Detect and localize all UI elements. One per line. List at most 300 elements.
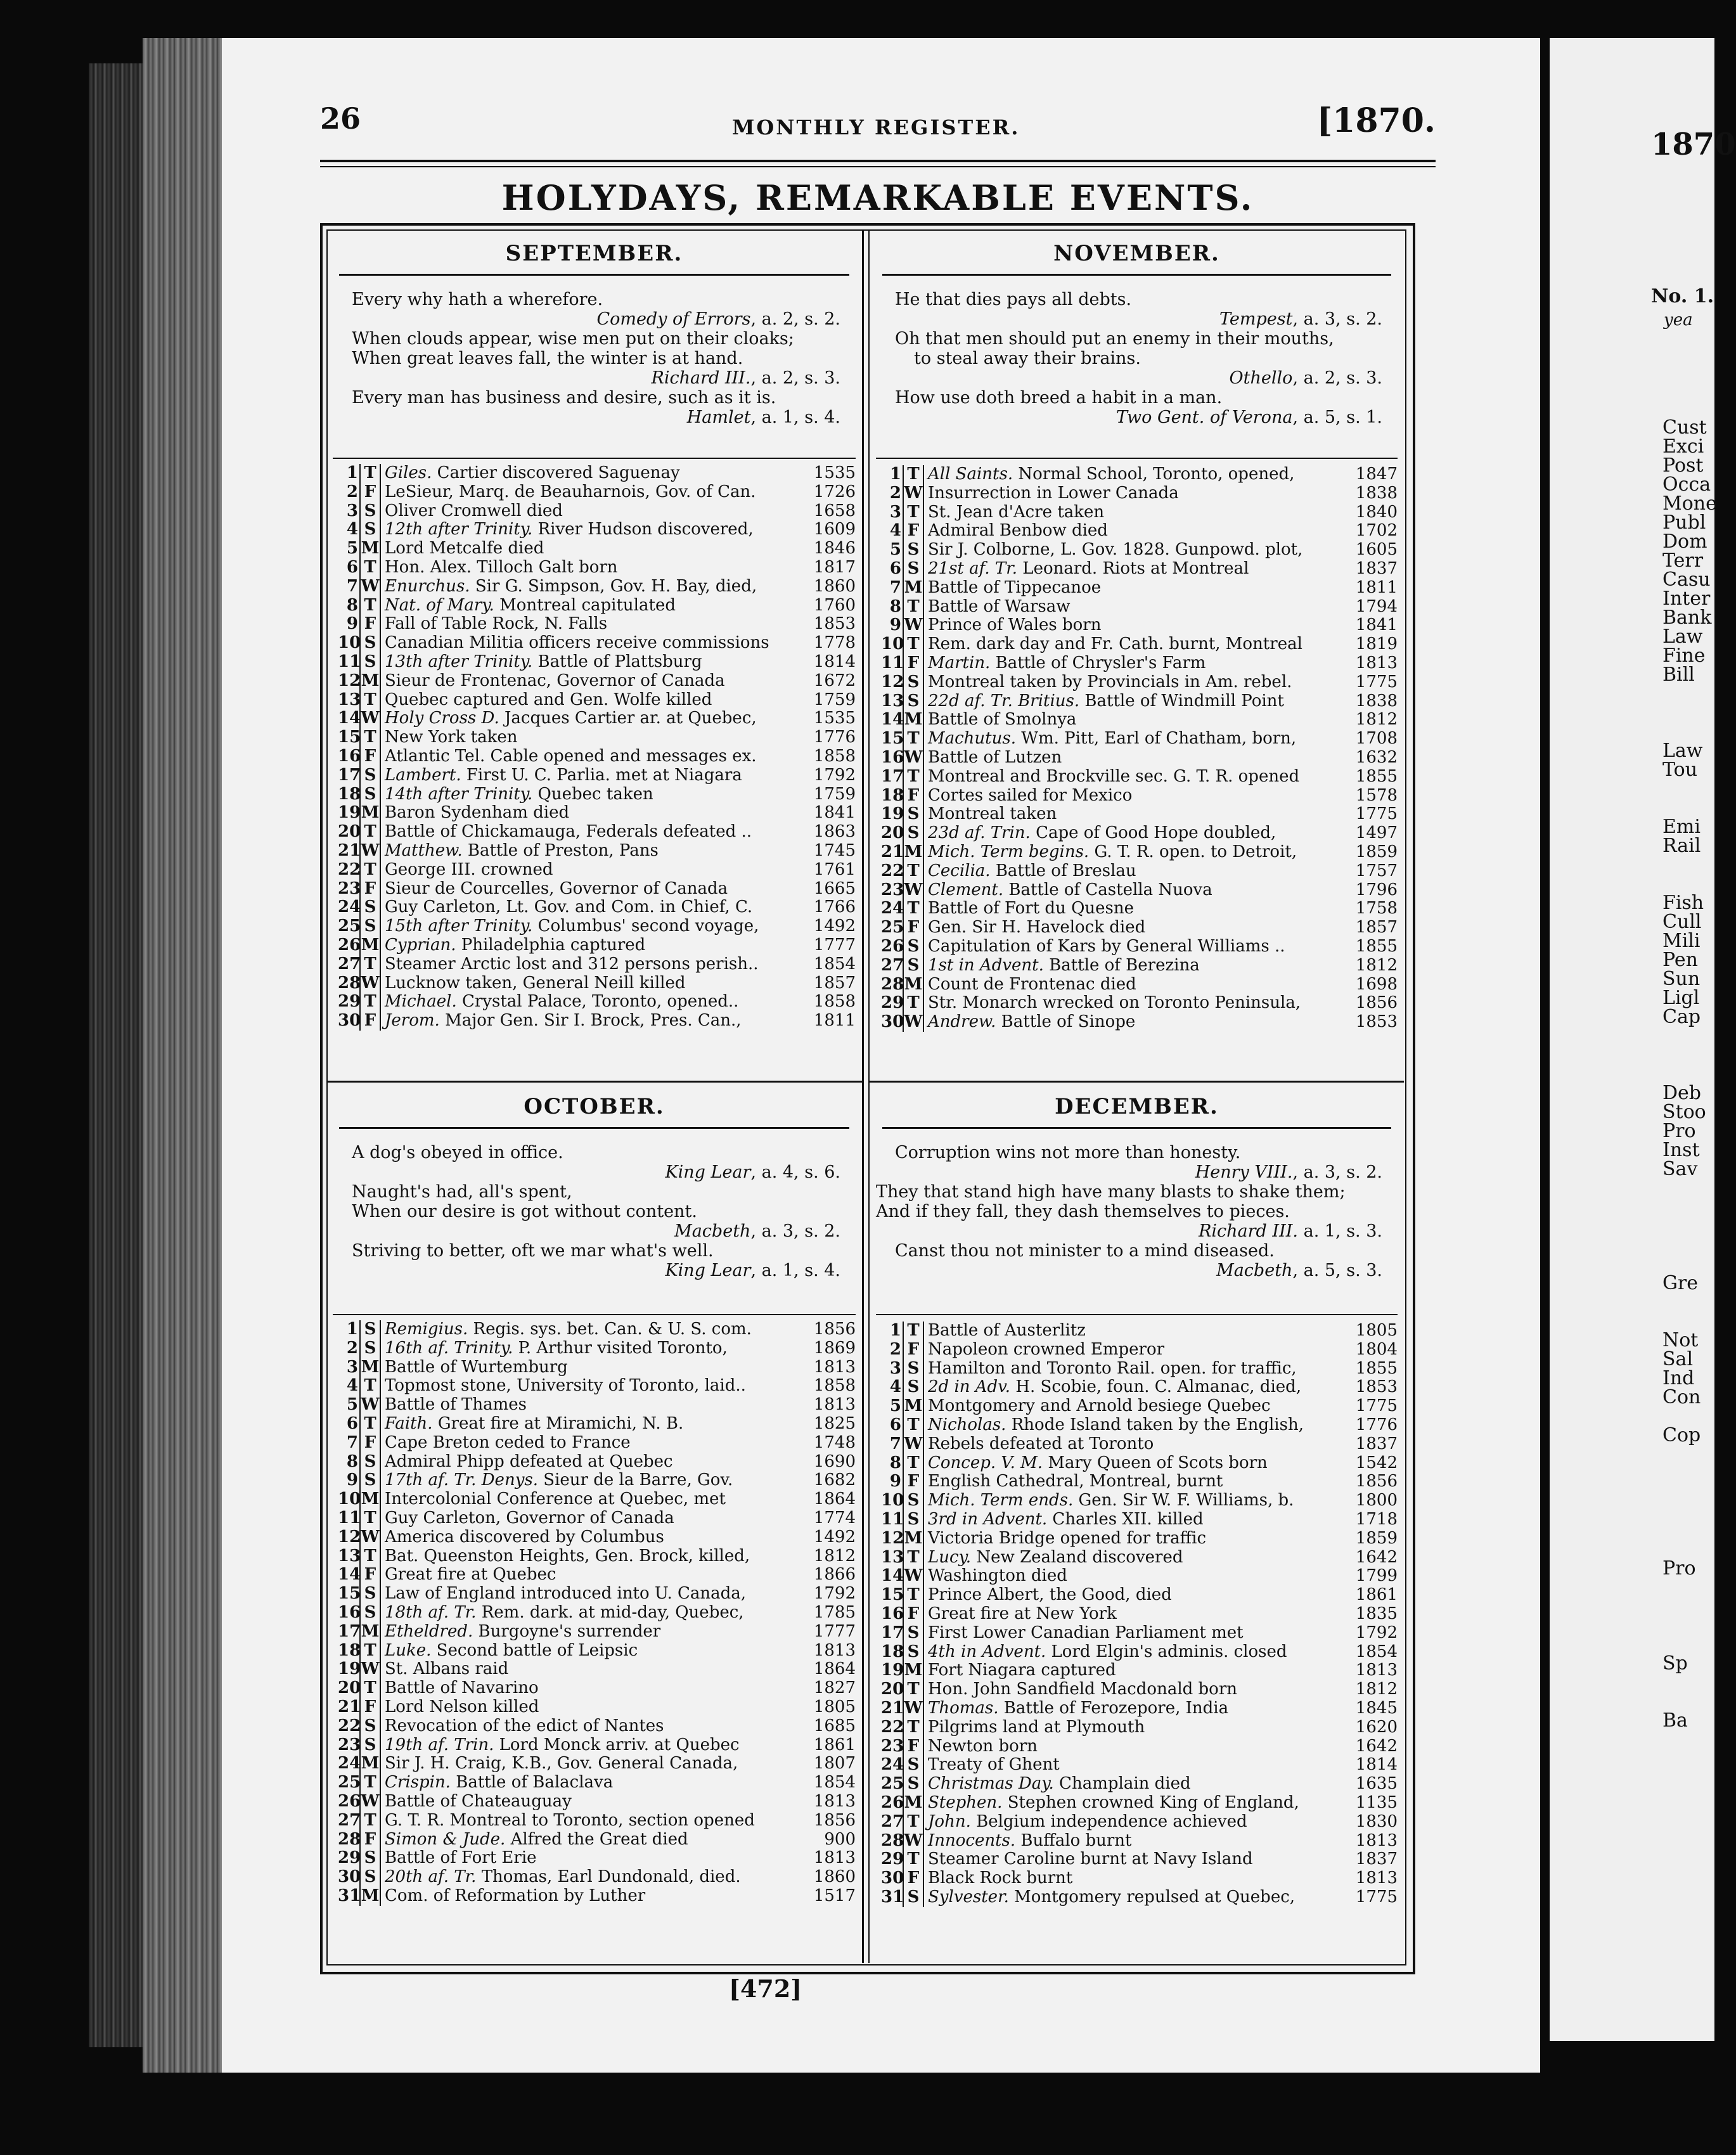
- day-number: 17: [881, 1623, 904, 1642]
- day-row: [881, 1472, 1398, 1491]
- weekday-letter: S: [903, 1775, 924, 1794]
- right-page-fragment-line: Mone: [1662, 492, 1717, 515]
- event-text: [924, 1341, 1349, 1360]
- weekday-letter: T: [359, 1679, 381, 1698]
- right-page-fragment-line: Pro: [1662, 1120, 1696, 1142]
- source-title: Two Gent. of Verona: [1116, 408, 1293, 427]
- saint-day: Thomas.: [928, 1698, 999, 1718]
- event-year: 1837: [1355, 1849, 1398, 1869]
- event-description: Fort Niagara captured: [928, 1661, 1116, 1680]
- event-description: Topmost stone, University of Toronto, laid..: [385, 1376, 746, 1396]
- source-title: Richard III.: [651, 368, 751, 388]
- right-page-fragment-line: Cull: [1662, 911, 1702, 933]
- weekday-letter: T: [903, 1813, 924, 1832]
- saint-day: Etheldred.: [385, 1621, 473, 1641]
- day-number: 31: [881, 1887, 904, 1907]
- saint-day: Giles.: [385, 463, 432, 482]
- event-text: [381, 1396, 807, 1415]
- day-row: [881, 994, 1398, 1013]
- event-description: Sieur de la Barre, Gov.: [538, 1470, 733, 1490]
- right-page-fragment-line: Post: [1662, 454, 1704, 477]
- right-page-fragment-line: [1662, 704, 1717, 723]
- event-description: Regis. sys. bet. Can. & U. S. com.: [468, 1320, 752, 1339]
- event-text: [381, 1792, 807, 1811]
- weekday-letter: F: [903, 1341, 924, 1360]
- quotation-source: [352, 1162, 847, 1182]
- quotation-source: [352, 309, 847, 329]
- weekday-letter: M: [359, 1887, 381, 1906]
- event-description: Law of England introduced into U. Canada,: [385, 1584, 747, 1604]
- saint-day: 21st af. Tr.: [928, 558, 1018, 578]
- event-text: [381, 1415, 807, 1434]
- saint-day: 4th in Advent.: [928, 1642, 1046, 1661]
- day-row: [338, 1887, 856, 1906]
- day-number: 1: [346, 463, 358, 482]
- day-row: [338, 880, 856, 899]
- event-description: Battle of Lutzen: [928, 747, 1062, 767]
- event-text: [924, 843, 1349, 862]
- event-year: 1757: [1355, 861, 1398, 880]
- quotation-source: [352, 408, 847, 427]
- day-number: 7: [346, 576, 358, 596]
- right-page-fragment-line: Con: [1662, 1386, 1701, 1408]
- weekday-letter: F: [903, 1737, 924, 1756]
- weekday-letter: M: [359, 1623, 381, 1642]
- event-year: 1845: [1355, 1698, 1398, 1718]
- weekday-letter: S: [903, 1360, 924, 1379]
- weekday-letter: T: [359, 1509, 381, 1528]
- day-row: [881, 1435, 1398, 1454]
- weekday-letter: W: [359, 577, 381, 596]
- weekday-letter: S: [903, 824, 924, 843]
- weekday-letter: F: [903, 787, 924, 806]
- event-year: 1819: [1355, 634, 1398, 654]
- event-description: Great fire at Quebec: [385, 1565, 556, 1585]
- weekday-letter: T: [903, 635, 924, 654]
- day-number: 13: [338, 1546, 361, 1566]
- source-reference: , a. 2, s. 3.: [750, 368, 840, 388]
- event-text: [381, 1754, 807, 1773]
- day-number: 22: [338, 859, 361, 879]
- day-number: 10: [881, 1491, 904, 1510]
- day-list: [338, 1320, 856, 1906]
- day-row: [338, 1754, 856, 1773]
- event-description: Great fire at New York: [928, 1604, 1117, 1623]
- saint-day: 12th after Trinity.: [385, 520, 533, 539]
- event-description: St. Jean d'Acre taken: [928, 502, 1105, 522]
- event-text: [924, 1680, 1349, 1699]
- day-row: [881, 1680, 1398, 1699]
- event-year: 1682: [813, 1470, 856, 1490]
- saint-day: Jerom.: [385, 1011, 440, 1031]
- weekday-letter: S: [359, 785, 381, 804]
- weekday-letter: M: [359, 1490, 381, 1509]
- event-description: Cape of Good Hope doubled,: [1030, 823, 1276, 843]
- right-page-fragment-line: [1662, 1502, 1717, 1521]
- event-year: 1813: [1355, 653, 1398, 672]
- day-number: 1: [889, 1321, 901, 1340]
- weekday-letter: F: [903, 522, 924, 541]
- event-year: 1814: [1355, 1755, 1398, 1775]
- right-page-fragment-line: [1662, 1445, 1717, 1464]
- event-year: 1698: [1355, 974, 1398, 994]
- day-number: 8: [889, 596, 901, 616]
- day-row: [338, 823, 856, 842]
- weekday-letter: T: [903, 1454, 924, 1473]
- event-description: Major Gen. Sir I. Brock, Pres. Can.,: [439, 1011, 742, 1031]
- source-title: King Lear: [665, 1162, 751, 1182]
- event-description: Wm. Pitt, Earl of Chatham, born,: [1015, 729, 1297, 749]
- event-text: [381, 1604, 807, 1623]
- event-text: [924, 503, 1349, 522]
- day-row: [338, 539, 856, 558]
- event-text: [381, 823, 807, 842]
- event-year: 1858: [813, 746, 856, 766]
- header-year: [1870.: [1316, 101, 1436, 140]
- right-page-fragment-line: [1662, 1027, 1717, 1046]
- event-year: 1825: [813, 1413, 856, 1433]
- event-year: 1492: [813, 917, 856, 936]
- weekday-letter: M: [903, 975, 924, 994]
- event-text: [381, 709, 807, 728]
- day-number: 29: [881, 1849, 904, 1869]
- event-description: Belgium independence achieved: [970, 1811, 1247, 1831]
- day-row: [338, 1830, 856, 1849]
- day-number: 5: [889, 540, 901, 560]
- weekday-letter: T: [903, 1548, 924, 1567]
- weekday-letter: T: [903, 465, 924, 484]
- event-text: [924, 598, 1349, 617]
- day-number: 15: [338, 1584, 361, 1604]
- quotation-line: Naught's had, all's spent,: [352, 1182, 572, 1202]
- event-description: Steamer Caroline burnt at Navy Island: [928, 1849, 1253, 1869]
- day-row: [338, 955, 856, 974]
- quotation-line: When great leaves fall, the winter is at hand.: [352, 349, 743, 368]
- event-year: 1135: [1355, 1792, 1398, 1812]
- event-year: 1642: [1355, 1736, 1398, 1756]
- weekday-letter: T: [359, 993, 381, 1012]
- event-description: Normal School, Toronto, opened,: [1013, 465, 1295, 484]
- day-number: 22: [338, 1716, 361, 1735]
- event-text: [381, 1773, 807, 1792]
- event-text: [381, 728, 807, 747]
- event-year: 1775: [1355, 672, 1398, 692]
- quotation-line: Every why hath a wherefore.: [352, 290, 603, 309]
- source-title: Hamlet: [686, 408, 751, 427]
- event-year: 1778: [813, 633, 856, 653]
- event-description: Columbus' second voyage,: [532, 917, 759, 936]
- event-text: [924, 1529, 1349, 1548]
- event-text: [381, 1642, 807, 1661]
- month-title: NOVEMBER.: [1053, 241, 1220, 266]
- quotation-line: to steal away their brains.: [914, 349, 1141, 368]
- day-row: [338, 1415, 856, 1434]
- weekday-letter: T: [359, 823, 381, 842]
- day-row: [338, 464, 856, 483]
- day-row: [338, 1792, 856, 1811]
- right-page-fragment-line: Ba: [1662, 1709, 1688, 1732]
- event-text: [381, 880, 807, 899]
- saint-day: 2d in Adv.: [928, 1377, 1011, 1397]
- event-year: 1856: [813, 1810, 856, 1830]
- event-description: Battle of Warsaw: [928, 596, 1071, 616]
- saint-day: Mich. Term ends.: [928, 1491, 1074, 1510]
- event-text: [924, 787, 1349, 806]
- saint-day: Lambert.: [385, 765, 461, 785]
- saint-day: Michael.: [385, 992, 457, 1012]
- weekday-letter: F: [359, 483, 381, 502]
- day-row: [338, 1377, 856, 1396]
- day-row: [338, 1012, 856, 1031]
- weekday-letter: T: [903, 598, 924, 617]
- saint-day: Cyprian.: [385, 935, 456, 955]
- month-title: SEPTEMBER.: [505, 241, 683, 266]
- right-page-fragment-line: Tou: [1662, 759, 1698, 781]
- running-head: MONTHLY REGISTER.: [732, 115, 1020, 139]
- day-row: [338, 1528, 856, 1547]
- event-description: Washington died: [928, 1566, 1067, 1586]
- saint-day: Luke.: [385, 1640, 432, 1660]
- month-september: [326, 229, 862, 1081]
- day-number: 12: [881, 1528, 904, 1548]
- saint-day: Crispin.: [385, 1773, 451, 1792]
- event-text: [381, 1679, 807, 1698]
- weekday-letter: M: [903, 1529, 924, 1548]
- event-description: Fall of Table Rock, N. Falls: [385, 614, 608, 634]
- quotation-block: [870, 276, 1404, 427]
- quotation-source: [895, 368, 1389, 388]
- event-description: Battle of Windmill Point: [1079, 691, 1284, 711]
- weekday-letter: F: [903, 1605, 924, 1624]
- weekday-letter: F: [359, 1830, 381, 1849]
- day-row: [338, 842, 856, 861]
- event-year: 1761: [813, 859, 856, 879]
- saint-day: 18th af. Tr.: [385, 1602, 477, 1622]
- day-number: 29: [338, 1848, 361, 1868]
- day-number: 18: [338, 784, 361, 804]
- weekday-letter: S: [359, 1453, 381, 1472]
- day-number: 24: [338, 1754, 361, 1773]
- day-row: [338, 766, 856, 785]
- day-number: 5: [889, 1396, 901, 1416]
- event-text: [924, 881, 1349, 900]
- day-row: [338, 502, 856, 521]
- event-year: 1864: [813, 1489, 856, 1509]
- day-row: [338, 936, 856, 955]
- event-description: Black Rock burnt: [928, 1869, 1073, 1888]
- event-text: [924, 805, 1349, 824]
- right-page-fragment-line: [1662, 723, 1717, 742]
- saint-day: 23d af. Trin.: [928, 823, 1031, 843]
- day-number: 20: [881, 1680, 904, 1699]
- quotation-line: Canst thou not minister to a mind diseased.: [895, 1241, 1275, 1261]
- right-page-fragment-line: Stoo: [1662, 1101, 1706, 1123]
- event-description: Pilgrims land at Plymouth: [928, 1717, 1145, 1737]
- event-year: 1796: [1355, 880, 1398, 899]
- right-page-fragment-line: Cust: [1662, 416, 1707, 439]
- weekday-letter: M: [359, 672, 381, 691]
- right-page-fragment-line: Gre: [1662, 1272, 1699, 1294]
- source-title: Henry VIII.: [1195, 1162, 1293, 1182]
- right-page-fragment-line: Mili: [1662, 930, 1701, 952]
- event-year: 1841: [813, 803, 856, 823]
- event-description: Gen. Sir W. F. Williams, b.: [1073, 1491, 1294, 1510]
- day-number: 1: [889, 465, 901, 484]
- day-number: 2: [889, 483, 901, 503]
- day-row: [338, 615, 856, 634]
- day-number: 7: [889, 1434, 901, 1453]
- event-year: 1605: [1355, 540, 1398, 560]
- event-text: [381, 615, 807, 634]
- weekday-letter: T: [903, 768, 924, 787]
- day-number: 21: [338, 1697, 361, 1716]
- event-description: H. Scobie, foun. C. Almanac, died,: [1010, 1377, 1302, 1397]
- day-number: 9: [346, 1470, 358, 1490]
- day-row: [881, 1510, 1398, 1529]
- day-row: [338, 1642, 856, 1661]
- event-description: Victoria Bridge opened for traffic: [928, 1528, 1207, 1548]
- day-number: 13: [881, 691, 904, 711]
- right-page-fragment-line: Cap: [1662, 1006, 1701, 1028]
- event-text: [381, 936, 807, 955]
- saint-day: 3rd in Advent.: [928, 1509, 1048, 1529]
- event-text: [381, 974, 807, 993]
- day-number: 11: [881, 653, 904, 672]
- right-page-fragment-line: Casu: [1662, 569, 1711, 591]
- day-row: [338, 1585, 856, 1604]
- source-reference: , a. 1, s. 4.: [750, 1261, 840, 1280]
- day-number: 8: [889, 1453, 901, 1472]
- event-year: 1745: [813, 840, 856, 860]
- weekday-letter: F: [359, 1566, 381, 1585]
- saint-day: Enurchus.: [385, 576, 470, 596]
- event-year: 1542: [1355, 1453, 1398, 1472]
- month-title: DECEMBER.: [1055, 1094, 1219, 1119]
- day-number: 15: [881, 1585, 904, 1605]
- month-november: [870, 229, 1404, 1081]
- day-number: 31: [338, 1886, 361, 1905]
- right-page-fragment-line: Sav: [1662, 1158, 1698, 1180]
- event-description: English Cathedral, Montreal, burnt: [928, 1472, 1223, 1491]
- day-number: 4: [346, 520, 358, 539]
- weekday-letter: T: [903, 730, 924, 749]
- weekday-letter: T: [903, 994, 924, 1013]
- day-row: [881, 1416, 1398, 1435]
- day-number: 17: [881, 766, 904, 786]
- weekday-letter: T: [903, 899, 924, 918]
- event-text: [924, 1416, 1349, 1435]
- day-number: 17: [338, 765, 361, 785]
- day-row: [338, 785, 856, 804]
- event-year: 1813: [813, 1640, 856, 1660]
- weekday-letter: T: [359, 728, 381, 747]
- day-row: [881, 768, 1398, 787]
- saint-day: 14th after Trinity.: [385, 784, 533, 804]
- day-number: 30: [881, 1869, 904, 1888]
- right-page-fragment-line: Emi: [1662, 816, 1701, 838]
- day-row: [881, 881, 1398, 900]
- source-reference: , a. 1, s. 4.: [750, 408, 840, 427]
- event-text: [381, 993, 807, 1012]
- event-text: [924, 616, 1349, 635]
- day-row: [881, 616, 1398, 635]
- day-number: 8: [346, 1451, 358, 1471]
- event-year: 1812: [1355, 1680, 1398, 1699]
- day-number: 2: [346, 1338, 358, 1358]
- event-description: Napoleon crowned Emperor: [928, 1339, 1165, 1359]
- saint-day: Nicholas.: [928, 1415, 1006, 1434]
- weekday-letter: S: [359, 1736, 381, 1755]
- day-number: 23: [338, 878, 361, 898]
- event-description: Revocation of the edict of Nantes: [385, 1716, 664, 1735]
- day-number: 29: [881, 993, 904, 1013]
- days-rule: [333, 1314, 856, 1315]
- day-number: 11: [338, 1508, 361, 1528]
- event-description: Quebec captured and Gen. Wolfe killed: [385, 690, 712, 709]
- event-description: Battle of Balaclava: [450, 1773, 614, 1792]
- event-text: [381, 1528, 807, 1547]
- event-text: [924, 1397, 1349, 1416]
- event-year: 1814: [813, 652, 856, 671]
- right-page-fragment-line: [1662, 1179, 1717, 1198]
- event-year: 1517: [813, 1886, 856, 1905]
- saint-day: Matthew.: [385, 840, 463, 860]
- event-description: Canadian Militia officers receive commissions: [385, 633, 769, 653]
- header-rule-thin: [320, 166, 1436, 167]
- day-number: 7: [889, 577, 901, 597]
- quotation-line: Oh that men should put an enemy in their mouths,: [895, 329, 1334, 349]
- weekday-letter: T: [903, 862, 924, 881]
- right-page-fragment-line: Sal: [1662, 1348, 1694, 1370]
- saint-day: Martin.: [928, 653, 991, 672]
- event-description: Battle of Sinope: [996, 1012, 1136, 1032]
- weekday-letter: S: [359, 1868, 381, 1887]
- event-text: [381, 634, 807, 653]
- day-row: [338, 520, 856, 539]
- weekday-letter: T: [903, 1586, 924, 1605]
- event-text: [924, 654, 1349, 673]
- event-description: Great fire at Miramichi, N. B.: [432, 1413, 684, 1433]
- event-year: 1861: [813, 1735, 856, 1754]
- day-row: [338, 1660, 856, 1679]
- day-row: [338, 747, 856, 766]
- day-number: 3: [889, 502, 901, 522]
- right-page-fragment-line: [1662, 780, 1717, 799]
- day-number: 2: [346, 482, 358, 501]
- weekday-letter: S: [359, 898, 381, 917]
- event-description: First Lower Canadian Parliament met: [928, 1623, 1244, 1642]
- day-number: 27: [881, 1811, 904, 1831]
- right-page-fragment-line: [1662, 1236, 1717, 1255]
- day-row: [881, 1869, 1398, 1888]
- event-year: 1856: [1355, 993, 1398, 1013]
- weekday-letter: W: [903, 1435, 924, 1454]
- event-year: 1840: [1355, 502, 1398, 522]
- weekday-letter: W: [903, 484, 924, 503]
- event-description: George III. crowned: [385, 859, 553, 879]
- event-text: [381, 1698, 807, 1717]
- quotation-block: [870, 1129, 1404, 1280]
- event-description: Treaty of Ghent: [928, 1755, 1060, 1775]
- weekday-letter: T: [903, 1416, 924, 1435]
- event-text: [924, 522, 1349, 541]
- event-year: 1854: [1355, 1642, 1398, 1661]
- event-description: Jacques Cartier ar. at Quebec,: [499, 709, 757, 728]
- weekday-letter: S: [903, 692, 924, 711]
- day-row: [881, 1699, 1398, 1718]
- event-description: Sir J. Colborne, L. Gov. 1828. Gunpowd. plot,: [928, 540, 1303, 560]
- event-year: 1776: [813, 728, 856, 747]
